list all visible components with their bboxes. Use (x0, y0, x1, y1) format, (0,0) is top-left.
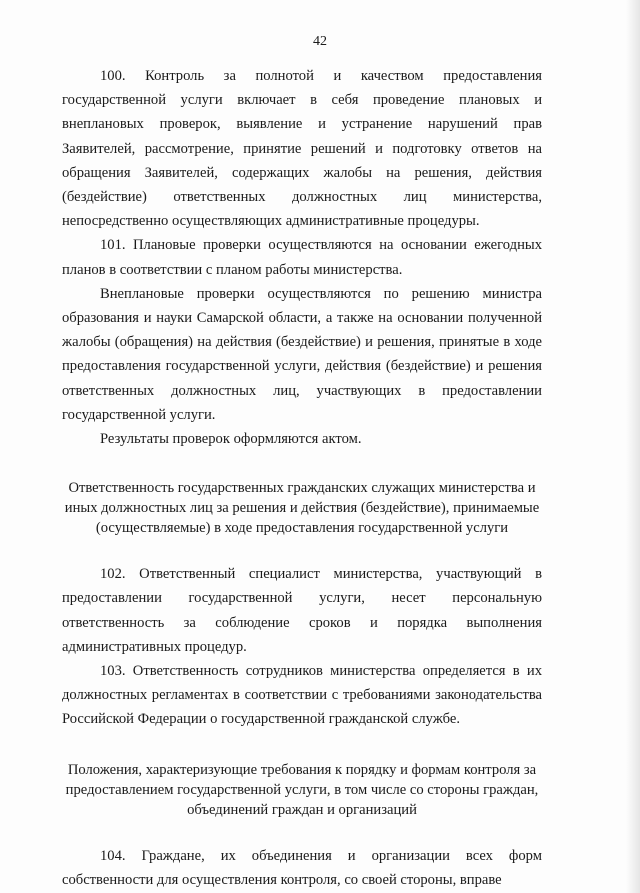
section-spacer (62, 451, 542, 478)
paragraph-103: 103. Ответственность сотрудников министерства определяется в их должностных регламентах в соответствии с требованиями законодательства Российской Федерации о государственной гражданской службе. (62, 663, 542, 728)
page-number: 42 (313, 34, 327, 49)
section-heading-responsibility: Ответственность государственных гражданских служащих министерства и иных должностных лиц за решения и действия (бездействие), принимаемые (осуществляемые) в ходе предоставления государственной услуги (64, 480, 540, 537)
section-spacer (62, 820, 542, 844)
paragraph-101-unscheduled: Внеплановые проверки осуществляются по решению министра образования и науки Самарской области, а также на основании полученной жалобы (обращения) на действия (бездействие) и решения, принятые в ходе предоставления государственной услуги, действия (бездействие) и решения ответственных должностных лиц, участвующих в предоставлении государственной услуги. (62, 285, 542, 423)
section-spacer (62, 538, 542, 562)
page-edge-shadow (626, 0, 640, 893)
paragraph-102: 102. Ответственный специалист министерства, участвующий в предоставлении государственной услуги, несет персональную ответственность за соблюдение сроков и порядка выполнения административных процедур. (62, 566, 542, 655)
section-heading-control-forms: Положения, характеризующие требования к порядку и формам контроля за предоставлением государственной услуги, в том числе со стороны граждан, объединений граждан и организаций (65, 761, 539, 818)
paragraph-101: 101. Плановые проверки осуществляются на основании ежегодных планов в соответствии с планом работы министерства. (62, 237, 542, 278)
document-body (62, 64, 542, 892)
section-spacer (62, 732, 542, 760)
paragraph-101-results: Результаты проверок оформляются актом. (100, 431, 362, 448)
paragraph-100: 100. Контроль за полнотой и качеством предоставления государственной услуги включает в себя проведение плановых и внеплановых проверок, выявление и устранение нарушений прав Заявителей, рассмотрение, принятие решений и подготовку ответов на обращения Заявителей, содержащих жалобы на решения, действия (бездействие) ответственных должностных лиц министерства, непосредственно осуществляющих административные процедуры. (62, 68, 542, 230)
paragraph-104: 104. Граждане, их объединения и организации всех форм собственности для осуществления контроля, со своей стороны, вправе (62, 847, 542, 888)
